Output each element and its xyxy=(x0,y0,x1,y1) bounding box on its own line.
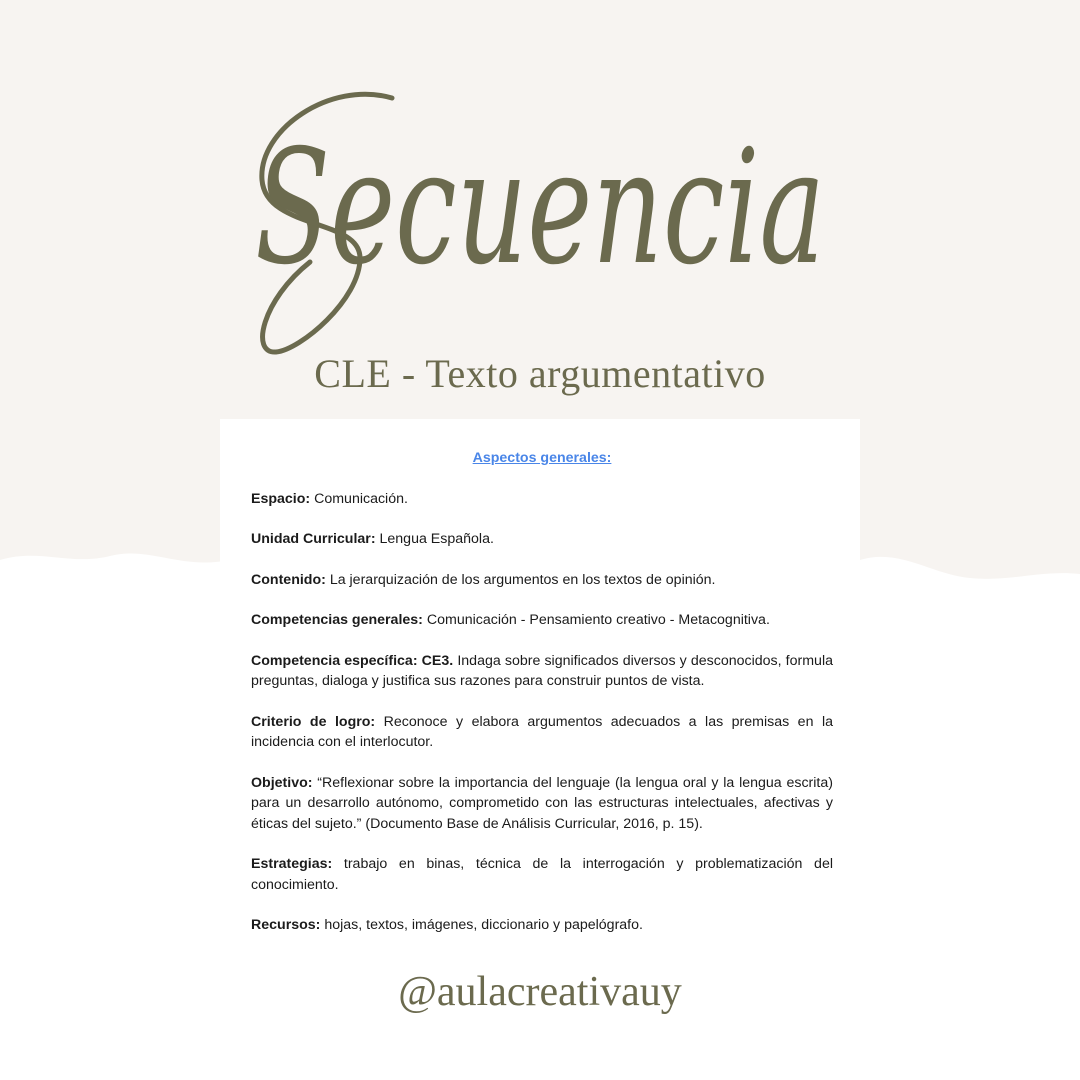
field-unidad-curricular xyxy=(251,529,833,550)
field-label: Competencia específica: CE3. xyxy=(251,652,454,669)
field-label: Estrategias: xyxy=(251,856,333,872)
field-value: trabajo en binas, técnica de la interrogación y problematización del conocimiento. xyxy=(251,856,833,893)
document-card xyxy=(220,419,860,959)
document-heading: Aspectos generales: xyxy=(472,450,612,466)
field-value: Indaga sobre significados diversos y desconocidos, formula preguntas, dialoga y justifica sus razones para construir puntos de vista. xyxy=(251,652,833,689)
field-value: “Reflexionar sobre la importancia del lenguaje (la lengua oral y la lengua escrita) para un desarrollo autónomo, comprometido con las estructuras intelectuales, afectivas y éticas del sujeto.” (Documento Base de Análisis Curricular, 2016, p. 15). xyxy=(251,774,833,832)
field-label: Contenido: xyxy=(251,571,326,588)
field-value: Lengua Española. xyxy=(379,531,494,547)
field-label: Objetivo: xyxy=(251,774,313,791)
field-value: Comunicación - Pensamiento creativo - Metacognitiva. xyxy=(426,612,770,628)
field-label: Unidad Curricular: xyxy=(251,531,376,547)
field-label: Competencias generales: xyxy=(251,612,423,628)
field-label: Criterio de logro: xyxy=(251,713,376,730)
field-estrategias xyxy=(251,854,833,895)
field-contenido xyxy=(251,570,833,591)
subtitle: CLE - Texto argumentativo xyxy=(314,351,766,396)
field-label: Recursos: xyxy=(251,917,321,933)
field-label: Espacio: xyxy=(251,490,311,507)
field-value: hojas, textos, imágenes, diccionario y papelógrafo. xyxy=(324,917,643,933)
field-competencias-generales xyxy=(251,610,833,631)
document-body xyxy=(251,448,833,956)
field-value: Comunicación. xyxy=(314,490,408,507)
field-recursos xyxy=(251,915,833,936)
field-criterio-de-logro xyxy=(251,712,833,753)
field-espacio xyxy=(251,489,833,510)
page-title: Secuencia xyxy=(255,116,825,300)
field-value: La jerarquización de los argumentos en los textos de opinión. xyxy=(329,571,716,588)
social-handle: @aulacreativauy xyxy=(398,969,682,1015)
field-value: Reconoce y elabora argumentos adecuados a las premisas en la incidencia con el interlocutor. xyxy=(251,713,833,750)
field-objetivo xyxy=(251,773,833,835)
title-script xyxy=(240,80,860,370)
field-competencia-especifica xyxy=(251,651,833,692)
